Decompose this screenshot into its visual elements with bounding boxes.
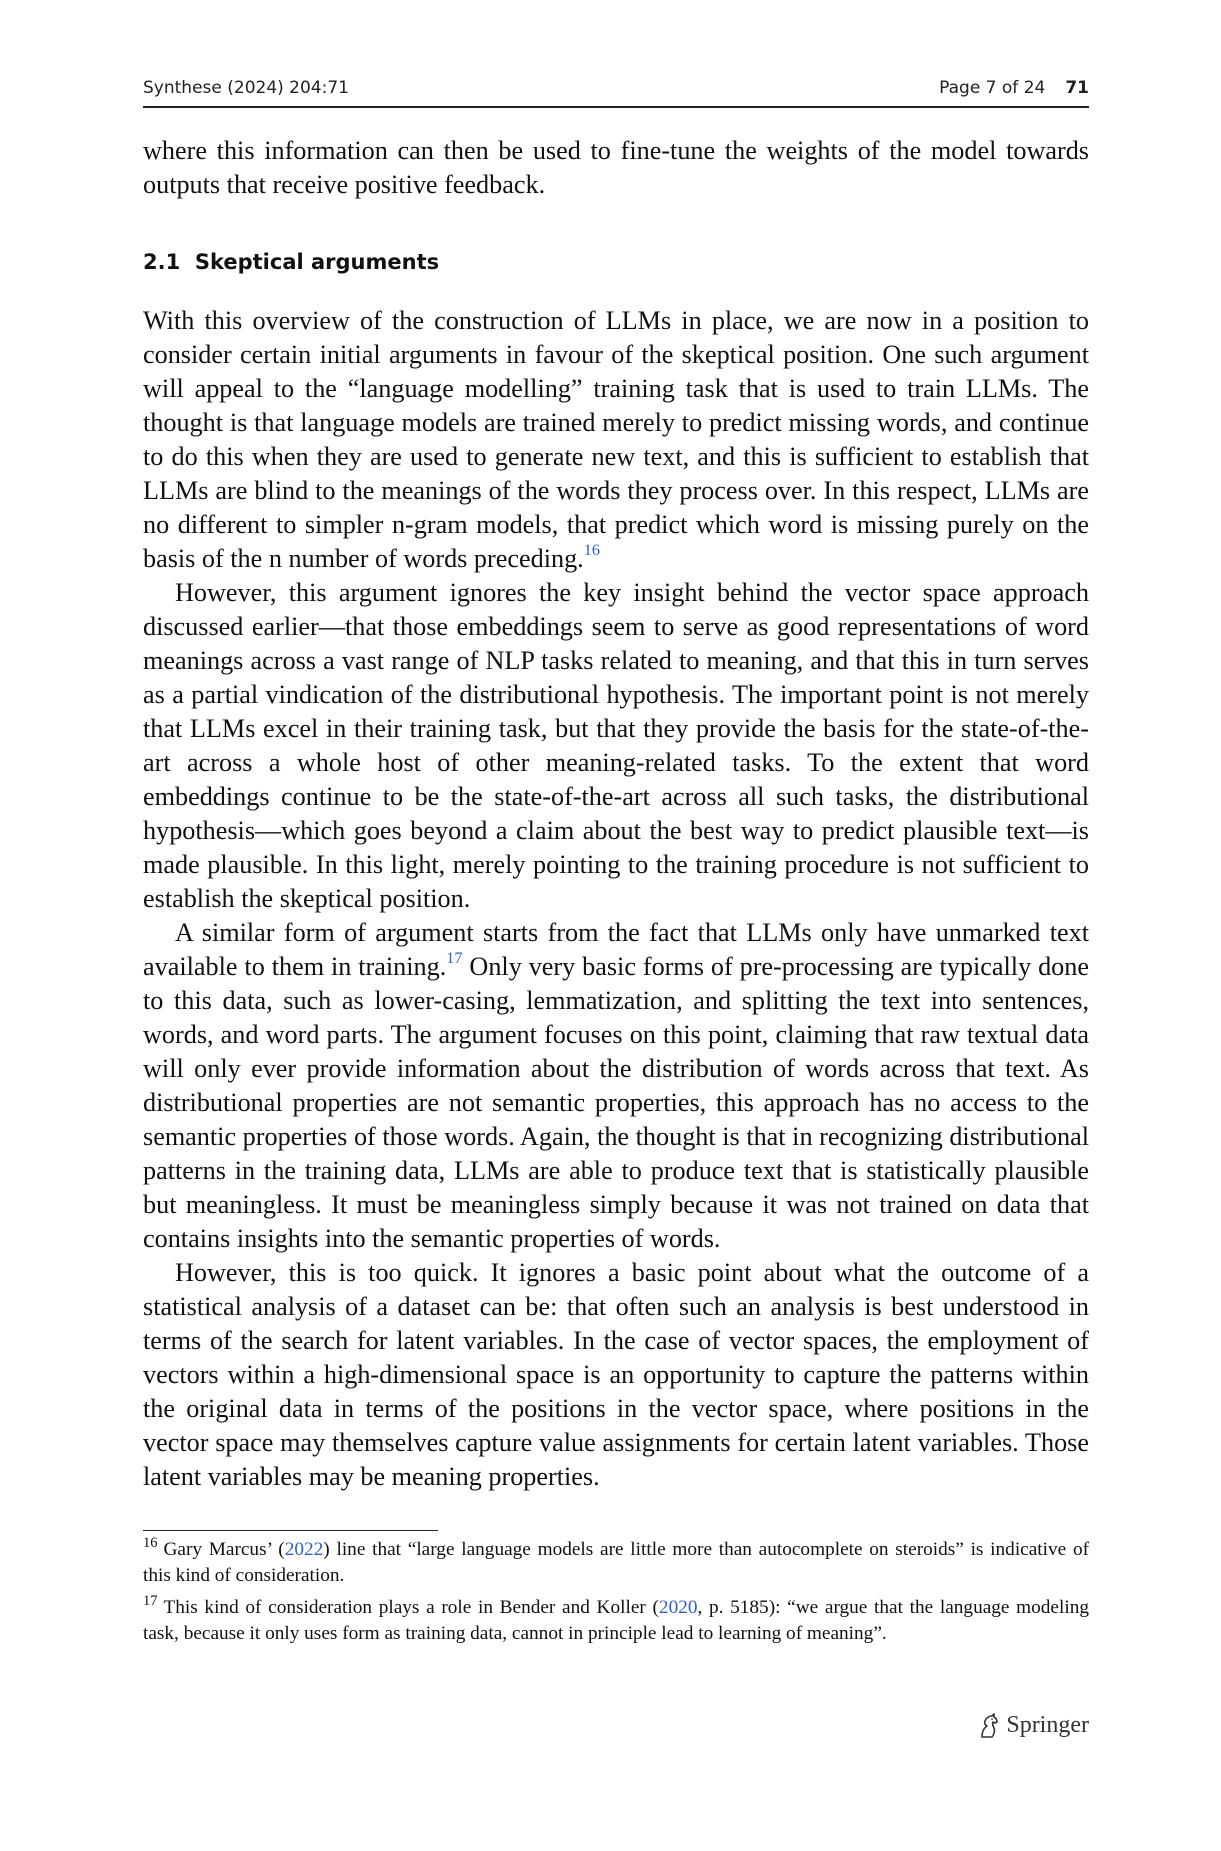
footnote-16-number: 16	[143, 1535, 158, 1552]
header-right	[939, 78, 1089, 98]
paragraph-4: However, this is too quick. It ignores a basic point about what the outcome of a statistical analysis of a dataset can be: that often such an analysis is best understood in terms of the search for latent variables. In the case of vector spaces, the employment of vectors within a high-dimensional space is an opportunity to capture the patterns within the original data in terms of the positions in the vector space, where positions in the vector space may themselves capture value assignments for certain latent variables. Those latent variables may be meaning properties.	[143, 1258, 1089, 1491]
footnote-17-pre: This kind of consideration plays a role in Bender and Koller (	[163, 1597, 659, 1618]
journal-citation: Synthese (2024) 204:71	[143, 78, 349, 98]
footnote-17	[143, 1595, 1089, 1647]
section-heading	[143, 250, 1089, 274]
footnote-17-number: 17	[143, 1593, 158, 1610]
section-number: 2.1	[143, 250, 181, 274]
footnote-16-post: ) line that “large language models are little more than autocomplete on steroids” is indicative of this kind of consideration.	[143, 1539, 1090, 1586]
publisher-name: Springer	[1006, 1712, 1089, 1738]
article-number: 71	[1065, 78, 1089, 98]
footnote-16-pre: Gary Marcus’ (	[163, 1539, 285, 1560]
footnote-ref-16[interactable]: 16	[583, 540, 600, 559]
paragraph-1	[143, 304, 1089, 576]
intro-paragraph: where this information can then be used to fine-tune the weights of the model towards outputs that receive positive feedback.	[143, 136, 1089, 199]
footnote-ref-17[interactable]: 17	[446, 948, 463, 967]
paragraph-1-text: With this overview of the construction of LLMs in place, we are now in a position to consider certain initial arguments in favour of the skeptical position. One such argument will appeal to the “language modelling” training task that is used to train LLMs. The thought is that language models are trained merely to predict missing words, and continue to do this when they are used to generate new text, and this is sufficient to establish that LLMs are blind to the meanings of the words they process over. In this respect, LLMs are no different to simpler n-gram models, that predict which word is missing purely on the basis of the n number of words preceding.	[143, 306, 1089, 573]
page-of-label: Page 7 of 24	[939, 78, 1046, 98]
paragraph-3	[143, 916, 1089, 1256]
footnote-16	[143, 1537, 1089, 1589]
springer-horse-icon	[976, 1713, 1000, 1739]
publisher-logo	[976, 1712, 1089, 1739]
footnote-17-year-link[interactable]: 2020	[658, 1597, 698, 1618]
footnote-16-year-link[interactable]: 2022	[284, 1539, 324, 1560]
footnote-divider	[143, 1530, 438, 1531]
paragraph-3-text-b: Only very basic forms of pre-processing are typically done to this data, such as lower-casing, lemmatization, and splitting the text into sentences, words, and word parts. The argument focuses on this point, claiming that raw textual data will only ever provide information about the distribution of words across that text. As distributional properties are not semantic properties, this approach has no access to the semantic properties of those words. Again, the thought is that in recognizing distributional patterns in the training data, LLMs are able to produce text that is statistically plausible but meaningless. It must be meaningless simply because it was not trained on data that contains insights into the semantic properties of words.	[143, 952, 1089, 1253]
paragraph-3-text-a: A similar form of argument starts from the fact that LLMs only have unmarked text available to them in training.	[143, 918, 1089, 981]
footnote-17-post: , p. 5185): “we argue that the language modeling task, because it only uses form as training data, cannot in principle lead to learning of meaning”.	[143, 1597, 1089, 1644]
page-content	[143, 78, 1089, 1647]
running-header	[143, 78, 1089, 108]
section-title: Skeptical arguments	[194, 250, 440, 274]
paragraph-2: However, this argument ignores the key insight behind the vector space approach discussed earlier—that those embeddings seem to serve as good representations of word meanings across a vast range of NLP tasks related to meaning, and that this in turn serves as a partial vindication of the distributional hypothesis. The important point is not merely that LLMs excel in their training task, but that they provide the basis for the state-of-the-art across a whole host of other meaning-related tasks. To the extent that word embeddings continue to be the state-of-the-art across all such tasks, the distributional hypothesis—which goes beyond a claim about the best way to predict plausible text—is made plausible. In this light, merely pointing to the training procedure is not sufficient to establish the skeptical position.	[143, 578, 1089, 913]
